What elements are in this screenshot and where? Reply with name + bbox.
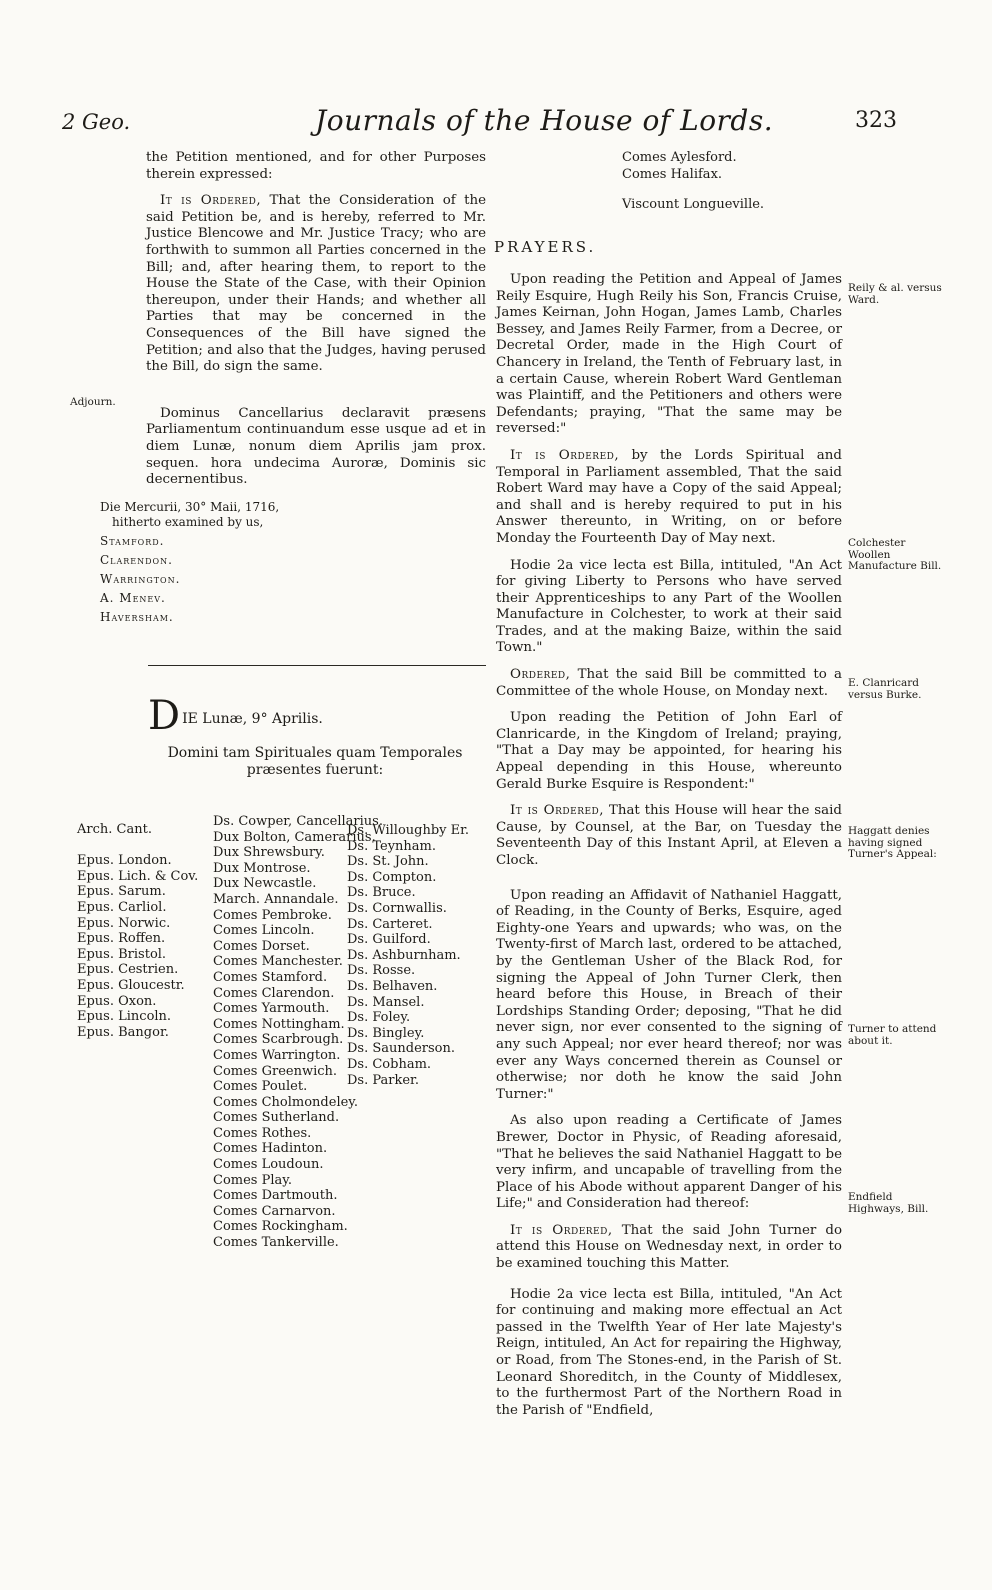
order-text: That the said John Turner do attend this House on Wednesday next, in order to be examined touching this Matter. bbox=[496, 1222, 843, 1272]
lord-name: Epus. Bangor. bbox=[77, 1024, 169, 1040]
lord-name: Epus. Roffen. bbox=[77, 931, 166, 947]
lord-name: Epus. Lincoln. bbox=[77, 1009, 172, 1025]
lord-name: Dux Bolton, Camerarius. bbox=[213, 829, 376, 845]
lord-name: Comes Rothes. bbox=[213, 1125, 312, 1141]
lord-name: Ds. Bruce. bbox=[347, 885, 416, 901]
lord-name: Epus. Oxon. bbox=[77, 993, 157, 1009]
lord-name: Comes Greenwich. bbox=[213, 1063, 338, 1079]
left-paragraph-1: the Petition mentioned, and for other Purposes therein expressed: bbox=[146, 150, 486, 182]
margin-note-endfield: Endfield Highways, Bill. bbox=[848, 1191, 929, 1215]
order-text: That this House will hear the said Cause, by Counsel, at the Bar, on Tuesday the Seventeenth Day of this Instant April, at Eleven a Clock. bbox=[496, 803, 842, 868]
adjournment-paragraph: Dominus Cancellarius declaravit præsens Parliamentum continuandum esse usque ad et in diem Lunæ, nonum diem Aprilis jam prox. sequen. hora undecima Auroræ, Dominis sic decernentibus. bbox=[146, 405, 486, 488]
lord-name: Ds. Saunderson. bbox=[347, 1041, 455, 1057]
lord-name: Comes Lincoln. bbox=[213, 923, 315, 939]
lord-name: Comes Halifax. bbox=[622, 166, 723, 182]
margin-note-reily: Reily & al. versus Ward. bbox=[848, 282, 942, 306]
signers-examined: hitherto examined by us, bbox=[112, 515, 264, 529]
left-column bbox=[146, 150, 486, 499]
lord-name: Ds. Teynham. bbox=[347, 838, 437, 854]
session-date: IE Lunæ, 9° Aprilis. bbox=[182, 711, 323, 727]
reily-petition: Upon reading the Petition and Appeal of James Reily Esquire, Hugh Reily his Son, Francis Cruise, James Keirnan, John Hogan, James Lamb, Charles Bessey, and James Reily Farmer, from a Decree, or Decretal Order, made in the High Court of Chancery in Ireland, the Tenth of February last, in a certain Cause, wherein Robert Ward Gentleman was Plaintiff, and the Petitioners and others were Defendants; praying, "That the same may be reversed:" bbox=[496, 272, 842, 437]
signers-date: Die Mercurii, 30° Maii, 1716, bbox=[100, 500, 280, 514]
signer-name: Clarendon. bbox=[100, 553, 173, 567]
prayers-heading: PRAYERS. bbox=[494, 238, 597, 256]
lord-name: Ds. Guilford. bbox=[347, 932, 431, 948]
lord-name: Comes Sutherland. bbox=[213, 1110, 340, 1126]
lord-name: Comes Poulet. bbox=[213, 1079, 308, 1095]
lord-name: Ds. Cobham. bbox=[347, 1056, 432, 1072]
lord-name: Comes Cholmondeley. bbox=[213, 1094, 359, 1110]
lords-present-heading: Domini tam Spirituales quam Temporales præsentes fuerunt: bbox=[167, 745, 463, 778]
lord-name: Ds. Parker. bbox=[347, 1072, 419, 1088]
lord-name: Ds. Willoughby Er. bbox=[347, 823, 470, 838]
clanricarde-petition: Upon reading the Petition of John Earl of Clanricarde, in the Kingdom of Ireland; praying, "That a Day may be appointed, for hearing his Appeal depending in this House, whereunto Gerald Burke Esquire is Respondent:" bbox=[496, 710, 842, 792]
order-text: by the Lords Spiritual and Temporal in Parliament assembled, That the said Robert Ward may have a Copy of the said Appeal; and shall and is hereby required to put in his Answer thereunto, in Writing, on or before Monday the Fourteenth Day of May next. bbox=[496, 447, 842, 546]
lord-name: Ds. Compton. bbox=[347, 869, 437, 885]
lord-name: Comes Rockingham. bbox=[213, 1219, 348, 1235]
lord-name: Dux Newcastle. bbox=[213, 876, 317, 892]
lord-name: Ds. St. John. bbox=[347, 854, 429, 870]
signer-name: Stamford. bbox=[100, 534, 165, 548]
margin-note-adjourn: Adjourn. bbox=[70, 396, 116, 408]
order-text: That the Consideration of the said Petition be, and is hereby, referred to Mr. Justice Blencowe and Mr. Justice Tracy; who are forthwith to summon all Parties concerned in the Bill; and, after hearing them, to report to the House the State of the Case, with their Opinion thereupon, under their Hands; and whether all Parties that may be concerned in the Consequences of the Bill have signed the Petition; and also that the Judges, having perused the Bill, do sign the same. bbox=[146, 193, 486, 375]
lord-name: Comes Scarbrough. bbox=[213, 1032, 344, 1048]
lord-name: Epus. Lich. & Cov. bbox=[77, 868, 199, 884]
lord-name: Ds. Foley. bbox=[347, 1010, 411, 1026]
haggatt-affidavit: Upon reading an Affidavit of Nathaniel Haggatt, of Reading, in the County of Berks, Esquire, aged Eighty-one Years and upwards; who was, on the Twenty-first of March last, ordered to be attached, by the Gentleman Usher of the Black Rod, for signing the Appeal of John Turner Clerk, then heard before this House, in Breach of their Lordships Standing Order; deposing, "That he did never sign, nor ever consented to the signing of any such Appeal; nor ever heard thereof; nor was ever any Ways concerned therein as Counsel or otherwise; nor doth he know the said John Turner:" bbox=[496, 887, 842, 1102]
lord-name: Ds. Rosse. bbox=[347, 963, 416, 979]
order-lead: Ordered, bbox=[510, 667, 571, 683]
lord-name: Arch. Cant. bbox=[77, 822, 152, 837]
lord-name: Epus. Norwic. bbox=[77, 915, 171, 931]
turner-order bbox=[496, 1223, 842, 1273]
lord-name: Epus. Sarum. bbox=[77, 884, 166, 900]
signer-name: A. Menev. bbox=[100, 591, 166, 605]
right-column bbox=[496, 272, 842, 1429]
header-title: Journals of the House of Lords. bbox=[315, 104, 774, 137]
clanricarde-order bbox=[496, 803, 842, 869]
lord-name: Comes Carnarvon. bbox=[213, 1203, 336, 1219]
lord-name: Dux Shrewsbury. bbox=[213, 845, 325, 861]
lord-name: Epus. Bristol. bbox=[77, 946, 167, 962]
signers-block bbox=[100, 498, 279, 627]
lord-name: Epus. Gloucestr. bbox=[77, 977, 185, 993]
lord-name: March. Annandale. bbox=[213, 891, 339, 907]
lord-name: Comes Stamford. bbox=[213, 969, 328, 985]
lord-name: Ds. Mansel. bbox=[347, 994, 425, 1010]
colchester-bill-order bbox=[496, 667, 842, 700]
signer-name: Haversham. bbox=[100, 610, 174, 624]
lord-name: Comes Pembroke. bbox=[213, 907, 332, 923]
left-paragraph-2 bbox=[146, 193, 486, 376]
lords-list-column-1 bbox=[77, 822, 198, 1040]
lord-name: Ds. Cowper, Cancellarius. bbox=[213, 814, 383, 829]
lord-name: Epus. Cestrien. bbox=[77, 962, 179, 978]
lord-name: Comes Clarendon. bbox=[213, 985, 335, 1001]
lord-name: Epus. London. bbox=[77, 853, 172, 869]
lord-name: Comes Dorset. bbox=[213, 938, 310, 954]
lord-name: Ds. Bingley. bbox=[347, 1025, 425, 1041]
lord-name: Epus. Carliol. bbox=[77, 899, 167, 915]
section-divider bbox=[148, 665, 486, 666]
colchester-bill-reading: Hodie 2a vice lecta est Billa, intituled, "An Act for giving Liberty to Persons who have served their Apprenticeships to any Part of the Woollen Manufacture in Colchester, to work at their said Trades, and at the making Baize, within the said Town." bbox=[496, 557, 842, 656]
signer-name: Warrington. bbox=[100, 572, 181, 586]
lord-name: Viscount Longueville. bbox=[622, 197, 765, 212]
lord-name: Comes Hadinton. bbox=[213, 1141, 328, 1157]
lord-name: Comes Aylesford. bbox=[622, 150, 737, 165]
margin-note-haggatt: Haggatt denies having signed Turner's Appeal: bbox=[848, 825, 937, 860]
lord-name: Comes Manchester. bbox=[213, 954, 343, 970]
margin-note-clanricarde: E. Clanricard versus Burke. bbox=[848, 677, 922, 701]
drop-cap: D bbox=[148, 693, 181, 739]
order-lead: It is Ordered, bbox=[160, 193, 262, 209]
lord-name: Comes Dartmouth. bbox=[213, 1188, 338, 1204]
lord-name: Ds. Belhaven. bbox=[347, 978, 438, 994]
lord-name: Ds. Cornwallis. bbox=[347, 900, 447, 916]
margin-note-turner: Turner to attend about it. bbox=[848, 1023, 937, 1047]
spacer bbox=[622, 183, 764, 197]
header-regnal-year: 2 Geo. bbox=[62, 110, 131, 134]
lord-name: Ds. Ashburnham. bbox=[347, 947, 461, 963]
lord-name: Comes Warrington. bbox=[213, 1047, 341, 1063]
order-lead: It is Ordered, bbox=[510, 447, 620, 463]
order-text: That the said Bill be committed to a Committee of the whole House, on Monday next. bbox=[496, 667, 842, 699]
lord-name: Comes Nottingham. bbox=[213, 1016, 345, 1032]
margin-note-colchester: Colchester Woollen Manufacture Bill. bbox=[848, 537, 942, 572]
lord-name bbox=[77, 838, 198, 854]
continued-lords-list bbox=[622, 150, 764, 214]
session-heading bbox=[148, 693, 323, 739]
lord-name: Comes Yarmouth. bbox=[213, 1001, 330, 1017]
lord-name: Comes Loudoun. bbox=[213, 1157, 324, 1173]
reily-order bbox=[496, 448, 842, 548]
lord-name: Comes Tankerville. bbox=[213, 1235, 339, 1251]
order-lead: It is Ordered, bbox=[510, 803, 605, 819]
lord-name: Comes Play. bbox=[213, 1172, 293, 1188]
brewer-certificate: As also upon reading a Certificate of James Brewer, Doctor in Physic, of Reading aforesaid, "That he believes the said Nathaniel Haggatt to be very infirm, and uncapable of travelling from the Place of his Abode without apparent Danger of his Life;" and Consideration had thereof: bbox=[496, 1113, 842, 1212]
header-page-number: 323 bbox=[855, 108, 897, 133]
endfield-bill-reading: Hodie 2a vice lecta est Billa, intituled, "An Act for continuing and making more effectual an Act passed in the Twelfth Year of Her late Majesty's Reign, intituled, An Act for repairing the Highway, or Road, from The Stones-end, in the Parish of St. Leonard Shoreditch, in the County of Middlesex, to the furthermost Part of the Northern Road in the Parish of "Endfield, bbox=[496, 1286, 842, 1418]
lord-name: Ds. Carteret. bbox=[347, 916, 433, 932]
order-lead: It is Ordered, bbox=[510, 1222, 613, 1238]
lord-name: Dux Montrose. bbox=[213, 860, 311, 876]
lords-list-column-3 bbox=[347, 823, 469, 1088]
